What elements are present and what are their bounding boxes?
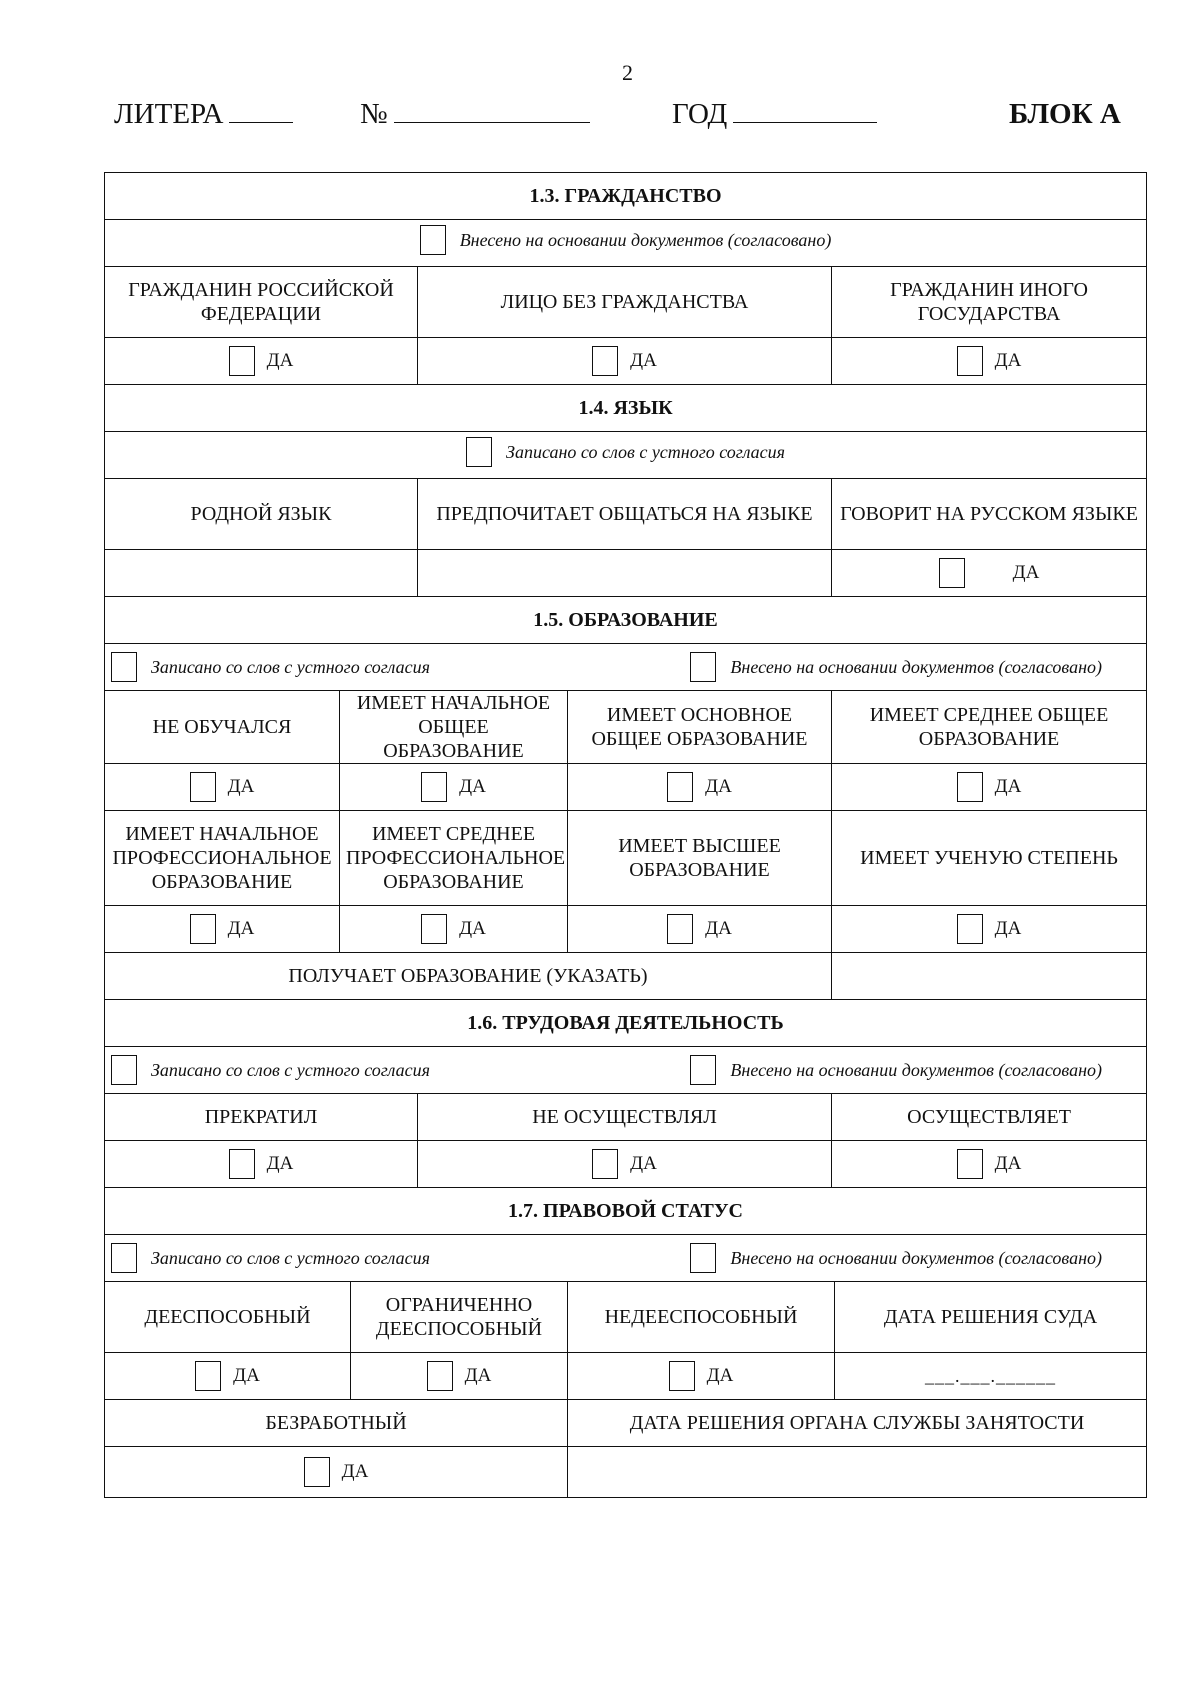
primary-general-yes [340, 764, 568, 811]
yes-label: ДА [705, 918, 732, 939]
capable-header: ДЕЕСПОСОБНЫЙ [105, 1282, 351, 1353]
primary-vocational-header: ИМЕЕТ НАЧАЛЬНОЕ ПРОФЕССИОНАЛЬНОЕ ОБРАЗОВАНИЕ [105, 811, 340, 906]
employment-service-date-value[interactable] [568, 1447, 1147, 1498]
native-language-value[interactable] [105, 550, 418, 597]
year-label: ГОД [672, 98, 728, 130]
basic-general-checkbox[interactable] [667, 772, 693, 802]
yes-label: ДА [341, 1461, 369, 1482]
basic-general-header: ИМЕЕТ ОСНОВНОЕ ОБЩЕЕ ОБРАЗОВАНИЕ [568, 691, 832, 764]
yes-label: ДА [266, 350, 294, 371]
academic-degree-yes [832, 906, 1147, 953]
no-education-header: НЕ ОБУЧАЛСЯ [105, 691, 340, 764]
citizen-rf-header: ГРАЖДАНИН РОССИЙСКОЙ ФЕДЕРАЦИИ [105, 267, 418, 338]
year-field [672, 98, 877, 131]
litera-input-line[interactable] [229, 98, 293, 123]
education-note [105, 644, 1147, 691]
stateless-yes [418, 338, 832, 385]
citizenship-title: 1.3. ГРАЖДАНСТВО [105, 173, 1147, 220]
employment-docs-checkbox[interactable] [690, 1055, 716, 1085]
yes-label: ДА [233, 1365, 260, 1386]
year-input-line[interactable] [733, 98, 877, 123]
legal-note-left: Записано со слов с устного согласия [151, 1248, 430, 1268]
working-header: ОСУЩЕСТВЛЯЕТ [832, 1094, 1147, 1141]
stateless-header: ЛИЦО БЕЗ ГРАЖДАНСТВА [418, 267, 832, 338]
yes-label: ДА [227, 918, 255, 939]
no-education-checkbox[interactable] [190, 772, 216, 802]
employment-note-right: Внесено на основании документов (согласовано) [730, 1060, 1103, 1080]
employment-service-date-header: ДАТА РЕШЕНИЯ ОРГАНА СЛУЖБЫ ЗАНЯТОСТИ [568, 1400, 1147, 1447]
yes-label: ДА [1012, 562, 1040, 583]
court-date-format: ___.___.______ [925, 1366, 1057, 1386]
secondary-vocational-header: ИМЕЕТ СРЕДНЕЕ ПРОФЕССИОНАЛЬНОЕ ОБРАЗОВАНИЕ [340, 811, 568, 906]
legal-title: 1.7. ПРАВОВОЙ СТАТУС [105, 1188, 1147, 1235]
speaks-russian-checkbox[interactable] [939, 558, 965, 588]
employment-note-left: Записано со слов с устного согласия [151, 1060, 430, 1080]
education-docs-checkbox[interactable] [690, 652, 716, 682]
academic-degree-checkbox[interactable] [957, 914, 983, 944]
education-note-left: Записано со слов с устного согласия [151, 657, 430, 677]
higher-education-checkbox[interactable] [667, 914, 693, 944]
limited-capable-checkbox[interactable] [427, 1361, 453, 1391]
primary-general-header: ИМЕЕТ НАЧАЛЬНОЕ ОБЩЕЕ ОБРАЗОВАНИЕ [340, 691, 568, 764]
secondary-vocational-checkbox[interactable] [421, 914, 447, 944]
primary-general-checkbox[interactable] [421, 772, 447, 802]
yes-label: ДА [994, 1153, 1022, 1174]
citizen-rf-checkbox[interactable] [229, 346, 255, 376]
yes-label: ДА [630, 350, 657, 371]
form-table [104, 172, 1147, 1498]
higher-education-header: ИМЕЕТ ВЫСШЕЕ ОБРАЗОВАНИЕ [568, 811, 832, 906]
citizenship-docs-checkbox[interactable] [420, 225, 446, 255]
unemployed-yes [105, 1447, 568, 1498]
unemployed-checkbox[interactable] [304, 1457, 330, 1487]
academic-degree-header: ИМЕЕТ УЧЕНУЮ СТЕПЕНЬ [832, 811, 1147, 906]
foreign-citizen-yes [832, 338, 1147, 385]
secondary-general-checkbox[interactable] [957, 772, 983, 802]
secondary-general-yes [832, 764, 1147, 811]
incapable-checkbox[interactable] [669, 1361, 695, 1391]
legal-note [105, 1235, 1147, 1282]
yes-label: ДА [464, 1365, 492, 1386]
foreign-citizen-checkbox[interactable] [957, 346, 983, 376]
never-worked-checkbox[interactable] [592, 1149, 618, 1179]
preferred-language-header: ПРЕДПОЧИТАЕТ ОБЩАТЬСЯ НА ЯЗЫКЕ [418, 479, 832, 550]
incapable-yes [568, 1353, 835, 1400]
language-oral-checkbox[interactable] [466, 437, 492, 467]
yes-label: ДА [227, 776, 255, 797]
employment-title: 1.6. ТРУДОВАЯ ДЕЯТЕЛЬНОСТЬ [105, 1000, 1147, 1047]
page-number: 2 [622, 60, 633, 85]
yes-label: ДА [705, 776, 732, 797]
citizen-rf-yes [105, 338, 418, 385]
legal-docs-checkbox[interactable] [690, 1243, 716, 1273]
working-yes [832, 1141, 1147, 1188]
stateless-checkbox[interactable] [592, 346, 618, 376]
stopped-working-header: ПРЕКРАТИЛ [105, 1094, 418, 1141]
yes-label: ДА [706, 1365, 734, 1386]
yes-label: ДА [630, 1153, 657, 1174]
yes-label: ДА [459, 776, 486, 797]
language-note [105, 432, 1147, 479]
yes-label: ДА [994, 350, 1022, 371]
litera-field [114, 98, 293, 131]
education-oral-checkbox[interactable] [111, 652, 137, 682]
stopped-working-checkbox[interactable] [229, 1149, 255, 1179]
legal-oral-checkbox[interactable] [111, 1243, 137, 1273]
number-label: № [360, 98, 388, 130]
speaks-russian-header: ГОВОРИТ НА РУССКОМ ЯЗЫКЕ [832, 479, 1147, 550]
employment-oral-checkbox[interactable] [111, 1055, 137, 1085]
language-title: 1.4. ЯЗЫК [105, 385, 1147, 432]
education-title: 1.5. ОБРАЗОВАНИЕ [105, 597, 1147, 644]
receiving-education-value[interactable] [832, 953, 1147, 1000]
secondary-vocational-yes [340, 906, 568, 953]
incapable-header: НЕДЕЕСПОСОБНЫЙ [568, 1282, 835, 1353]
employment-note [105, 1047, 1147, 1094]
basic-general-yes [568, 764, 832, 811]
number-field [360, 98, 590, 131]
legal-note-right: Внесено на основании документов (согласовано) [730, 1248, 1103, 1268]
yes-label: ДА [266, 1153, 294, 1174]
no-education-yes [105, 764, 340, 811]
court-date-value[interactable] [835, 1353, 1147, 1400]
yes-label: ДА [994, 776, 1022, 797]
language-note-text: Записано со слов с устного согласия [506, 442, 785, 462]
number-input-line[interactable] [394, 98, 590, 123]
native-language-header: РОДНОЙ ЯЗЫК [105, 479, 418, 550]
capable-checkbox[interactable] [195, 1361, 221, 1391]
citizenship-note-text: Внесено на основании документов (согласовано) [459, 230, 832, 250]
education-note-right: Внесено на основании документов (согласовано) [730, 657, 1103, 677]
court-date-header: ДАТА РЕШЕНИЯ СУДА [835, 1282, 1147, 1353]
foreign-citizen-header: ГРАЖДАНИН ИНОГО ГОСУДАРСТВА [832, 267, 1147, 338]
citizenship-note [105, 220, 1147, 267]
limited-capable-yes [351, 1353, 568, 1400]
working-checkbox[interactable] [957, 1149, 983, 1179]
primary-vocational-checkbox[interactable] [190, 914, 216, 944]
yes-label: ДА [994, 918, 1022, 939]
never-worked-yes [418, 1141, 832, 1188]
higher-education-yes [568, 906, 832, 953]
preferred-language-value[interactable] [418, 550, 832, 597]
stopped-working-yes [105, 1141, 418, 1188]
primary-vocational-yes [105, 906, 340, 953]
never-worked-header: НЕ ОСУЩЕСТВЛЯЛ [418, 1094, 832, 1141]
yes-label: ДА [459, 918, 486, 939]
limited-capable-header: ОГРАНИЧЕННО ДЕЕСПОСОБНЫЙ [351, 1282, 568, 1353]
receiving-education-label: ПОЛУЧАЕТ ОБРАЗОВАНИЕ (УКАЗАТЬ) [105, 953, 832, 1000]
capable-yes [105, 1353, 351, 1400]
unemployed-header: БЕЗРАБОТНЫЙ [105, 1400, 568, 1447]
litera-label: ЛИТЕРА [114, 98, 224, 130]
speaks-russian-yes [832, 550, 1147, 597]
secondary-general-header: ИМЕЕТ СРЕДНЕЕ ОБЩЕЕ ОБРАЗОВАНИЕ [832, 691, 1147, 764]
block-label: БЛОК А [1009, 98, 1121, 130]
